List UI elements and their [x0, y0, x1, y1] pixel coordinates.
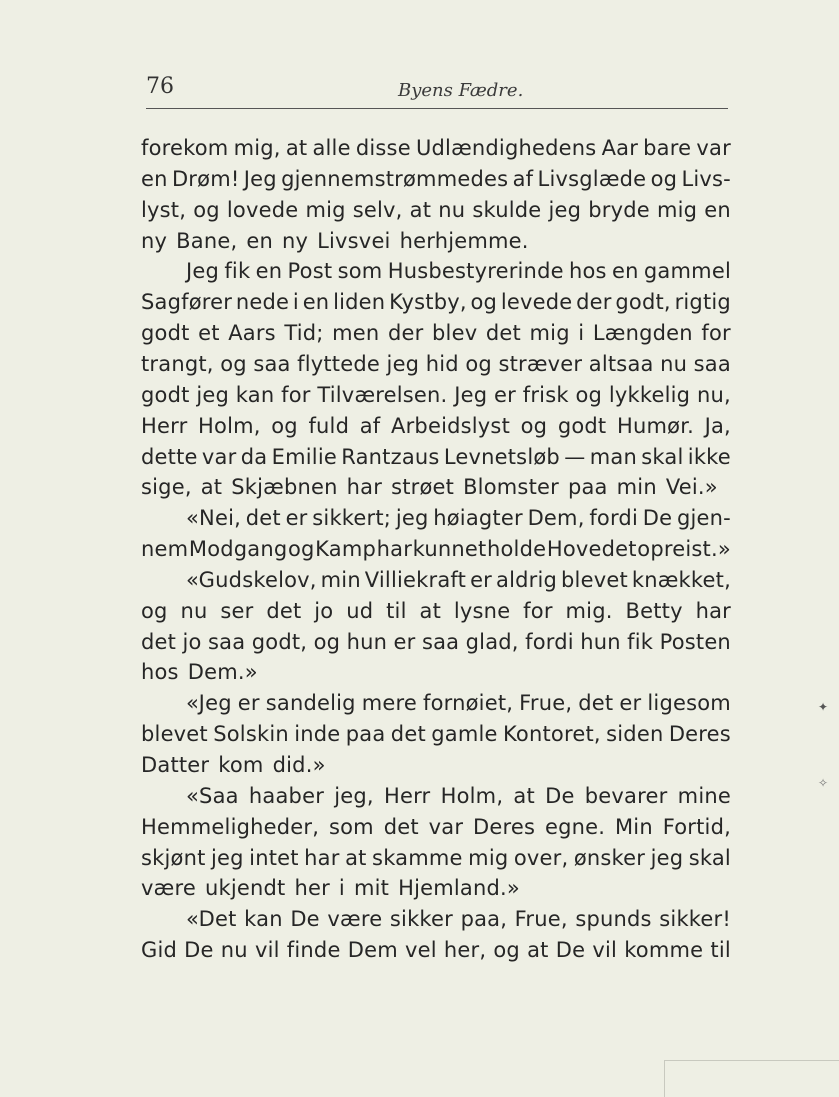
- word: Vei.»: [665, 475, 718, 499]
- word: intet: [249, 846, 299, 870]
- word: nu: [220, 938, 248, 962]
- word: De: [545, 784, 575, 808]
- word: mig: [305, 198, 346, 222]
- word: jo: [314, 599, 334, 623]
- word: Modgang: [188, 537, 288, 561]
- word: Hjemland.»: [398, 876, 520, 900]
- word: Gid: [141, 938, 178, 962]
- word: at: [345, 846, 367, 870]
- word: frisk: [522, 383, 569, 407]
- word: Aar: [601, 136, 639, 160]
- word: det: [390, 722, 426, 746]
- word: «Gudskelov,: [186, 568, 317, 592]
- word: Holm,: [198, 414, 261, 438]
- page-header: [0, 0, 839, 120]
- word: godt: [557, 414, 607, 438]
- text-line: [141, 534, 731, 564]
- word: hos: [569, 259, 607, 283]
- word: Hovedet: [546, 537, 637, 561]
- word: Datter: [141, 753, 210, 777]
- word: var: [696, 136, 731, 160]
- word: er: [285, 506, 308, 530]
- text-line: [141, 627, 731, 657]
- word: lovede: [226, 198, 299, 222]
- word: fordi: [589, 506, 638, 530]
- word: det: [485, 321, 521, 345]
- word: og: [520, 414, 548, 438]
- word: som: [337, 259, 383, 283]
- word: godt,: [615, 290, 671, 314]
- word: hid: [425, 352, 459, 376]
- word: Frue,: [519, 691, 573, 715]
- word: strøet: [391, 475, 455, 499]
- word: være: [141, 876, 196, 900]
- word: man: [589, 445, 637, 469]
- word: opreist.»: [637, 537, 731, 561]
- word: skjønt: [141, 846, 206, 870]
- word: Tilværelsen.: [317, 383, 448, 407]
- word: at: [200, 475, 223, 499]
- word: vil: [592, 938, 618, 962]
- word: Jeg: [186, 259, 220, 283]
- word: Rantzaus: [341, 445, 440, 469]
- text-line: [141, 226, 529, 256]
- word: godt: [141, 383, 190, 407]
- word: Herr: [383, 784, 431, 808]
- word: mig: [529, 321, 570, 345]
- text-line: [141, 503, 731, 533]
- word: fuld: [308, 414, 350, 438]
- word: gjen-: [676, 506, 731, 530]
- word: en: [704, 198, 731, 222]
- word: bare: [643, 136, 692, 160]
- word: Holm,: [440, 784, 504, 808]
- word: for: [281, 383, 311, 407]
- word: kom: [218, 753, 264, 777]
- word: Arbeidslyst: [391, 414, 511, 438]
- word: i: [292, 290, 299, 314]
- word: jeg: [196, 383, 229, 407]
- word: altsaa: [588, 352, 654, 376]
- text-line: [141, 565, 731, 595]
- word: lysne: [453, 599, 511, 623]
- word: Villiekraft: [364, 568, 467, 592]
- word: selv,: [352, 198, 403, 222]
- word: ny: [281, 229, 309, 253]
- word: mig,: [233, 136, 281, 160]
- word: Længden: [592, 321, 693, 345]
- word: det: [266, 599, 302, 623]
- word: for: [701, 321, 731, 345]
- word: De: [555, 938, 586, 962]
- word: og: [271, 414, 298, 438]
- word: og: [470, 290, 498, 314]
- word: og: [650, 167, 678, 191]
- word: Dem,: [527, 506, 585, 530]
- word: her: [294, 876, 330, 900]
- word: over,: [513, 846, 569, 870]
- word: ikke: [687, 445, 731, 469]
- word: vel: [404, 938, 437, 962]
- word: er: [619, 691, 642, 715]
- word: hos: [141, 660, 179, 684]
- word: Kamp: [315, 537, 377, 561]
- word: saa: [421, 630, 460, 654]
- word: Drøm!: [171, 167, 240, 191]
- word: Livsglæde: [537, 167, 647, 191]
- word: jeg,: [334, 784, 374, 808]
- word: ligesom: [647, 691, 731, 715]
- word: og: [493, 938, 520, 962]
- text-line: [141, 781, 731, 811]
- word: det: [245, 506, 281, 530]
- word: en: [246, 229, 273, 253]
- text-line: [141, 873, 520, 903]
- word: fornøiet,: [423, 691, 514, 715]
- word: gammel: [643, 259, 731, 283]
- text-line: [141, 195, 731, 225]
- word: Sagfører: [141, 290, 233, 314]
- word: vil: [254, 938, 280, 962]
- word: did.»: [272, 753, 326, 777]
- word: en: [611, 259, 639, 283]
- word: glad,: [465, 630, 519, 654]
- word: fik: [224, 259, 251, 283]
- margin-mark: ✧: [818, 776, 829, 790]
- word: en: [141, 167, 168, 191]
- text-line: [141, 657, 258, 687]
- word: blevet: [141, 722, 208, 746]
- text-line: [141, 411, 731, 441]
- word: ukjendt: [204, 876, 286, 900]
- word: til: [710, 938, 731, 962]
- word: blev: [432, 321, 478, 345]
- word: ønsker: [573, 846, 646, 870]
- word: Dem.»: [187, 660, 258, 684]
- word: De: [184, 938, 214, 962]
- word: Ja,: [704, 414, 731, 438]
- word: er: [494, 383, 516, 407]
- word: blevet: [561, 568, 628, 592]
- text-line: [141, 688, 731, 718]
- word: mine: [677, 784, 731, 808]
- word: er: [393, 630, 416, 654]
- word: i: [578, 321, 585, 345]
- word: De: [290, 907, 320, 931]
- word: Jeg: [454, 383, 488, 407]
- text-line: [141, 287, 731, 317]
- word: af: [359, 414, 381, 438]
- text-line: [141, 472, 718, 502]
- word: Deres: [668, 722, 731, 746]
- word: Betty: [625, 599, 683, 623]
- word: stræver: [498, 352, 583, 376]
- word: lyst,: [141, 198, 187, 222]
- word: jeg: [548, 198, 582, 222]
- word: her,: [443, 938, 487, 962]
- word: mig: [468, 846, 509, 870]
- word: skulde: [472, 198, 542, 222]
- word: Frue,: [514, 907, 568, 931]
- text-line: [141, 843, 731, 873]
- word: «Det: [186, 907, 237, 931]
- word: paa: [345, 722, 386, 746]
- word: godt,: [251, 630, 308, 654]
- word: et: [198, 321, 220, 345]
- word: levede: [500, 290, 573, 314]
- word: og: [141, 599, 168, 623]
- word: er: [237, 691, 260, 715]
- word: der: [387, 321, 424, 345]
- word: fik: [627, 630, 654, 654]
- word: ud: [346, 599, 374, 623]
- word: for: [523, 599, 553, 623]
- margin-mark: ✦: [818, 700, 829, 714]
- word: Herr: [141, 414, 188, 438]
- word: saa: [693, 352, 731, 376]
- word: paa,: [460, 907, 508, 931]
- word: jeg: [211, 846, 244, 870]
- text-line: [141, 256, 731, 286]
- word: Jeg: [243, 167, 277, 191]
- text-line: [141, 442, 731, 472]
- word: nu,: [696, 383, 731, 407]
- word: Udlændighedens: [415, 136, 597, 160]
- word: men: [332, 321, 380, 345]
- word: mig: [656, 198, 698, 222]
- word: har: [346, 475, 383, 499]
- text-line: [141, 719, 731, 749]
- word: Levnetsløb: [443, 445, 560, 469]
- word: af: [512, 167, 534, 191]
- word: holde: [487, 537, 547, 561]
- word: Livsvei: [317, 229, 391, 253]
- text-line: [141, 750, 326, 780]
- word: alle: [312, 136, 351, 160]
- page-edge-artifact: [664, 1060, 839, 1097]
- word: nu: [180, 599, 208, 623]
- word: og: [288, 537, 315, 561]
- word: og: [575, 383, 603, 407]
- word: hun: [580, 630, 621, 654]
- word: jeg: [650, 846, 684, 870]
- header-rule: [146, 108, 728, 109]
- word: det: [383, 815, 419, 839]
- word: bryde: [588, 198, 650, 222]
- word: rigtig: [674, 290, 731, 314]
- word: at: [513, 784, 535, 808]
- word: Livs-: [681, 167, 731, 191]
- word: Humør.: [616, 414, 694, 438]
- word: liden: [333, 290, 386, 314]
- word: jeg: [386, 352, 420, 376]
- text-line: [141, 904, 731, 934]
- word: kan: [235, 383, 275, 407]
- word: Dem: [347, 938, 398, 962]
- word: lykkelig: [608, 383, 691, 407]
- word: være: [327, 907, 383, 931]
- word: Blomster: [463, 475, 559, 499]
- word: «Saa: [186, 784, 239, 808]
- text-line: [141, 164, 731, 194]
- word: i: [338, 876, 345, 900]
- running-head: Byens Fædre.: [398, 80, 524, 101]
- word: det: [141, 630, 177, 654]
- word: var: [428, 815, 464, 839]
- word: inde: [294, 722, 341, 746]
- word: jeg: [395, 506, 429, 530]
- word: at: [527, 938, 549, 962]
- text-line: [141, 935, 731, 965]
- word: Posten: [659, 630, 731, 654]
- word: forekom: [141, 136, 229, 160]
- word: og: [220, 352, 247, 376]
- word: —: [564, 445, 586, 469]
- word: Husbestyrerinde: [387, 259, 564, 283]
- word: har: [376, 537, 413, 561]
- word: da: [240, 445, 268, 469]
- word: Tid;: [284, 321, 324, 345]
- word: at: [409, 198, 432, 222]
- word: skal: [641, 445, 684, 469]
- text-line: [141, 133, 731, 163]
- word: har: [695, 599, 731, 623]
- word: De: [642, 506, 673, 530]
- word: saa: [253, 352, 291, 376]
- word: skal: [688, 846, 731, 870]
- word: Bane,: [176, 229, 238, 253]
- word: aldrig: [496, 568, 558, 592]
- word: har: [304, 846, 340, 870]
- word: Post: [287, 259, 333, 283]
- word: bevarer: [584, 784, 668, 808]
- word: fordi: [525, 630, 574, 654]
- word: nu: [660, 352, 688, 376]
- word: nede: [235, 290, 290, 314]
- word: komme: [624, 938, 704, 962]
- word: ser: [220, 599, 254, 623]
- word: er: [470, 568, 493, 592]
- word: «Jeg: [186, 691, 232, 715]
- text-line: [141, 318, 731, 348]
- word: en: [302, 290, 330, 314]
- word: nu: [438, 198, 466, 222]
- word: dette: [141, 445, 198, 469]
- word: siden: [606, 722, 664, 746]
- word: sikker!: [659, 907, 731, 931]
- word: sandelig: [265, 691, 356, 715]
- word: kan: [244, 907, 283, 931]
- word: godt: [141, 321, 190, 345]
- word: Kystby,: [389, 290, 467, 314]
- word: gamle: [431, 722, 498, 746]
- word: kunnet: [412, 537, 487, 561]
- word: saa: [208, 630, 246, 654]
- word: Solskin: [213, 722, 289, 746]
- word: Hemmeligheder,: [141, 815, 320, 839]
- word: til: [386, 599, 407, 623]
- word: haaber: [248, 784, 325, 808]
- page-number: 76: [146, 74, 174, 99]
- word: at: [419, 599, 442, 623]
- word: og: [193, 198, 220, 222]
- text-line: [141, 812, 731, 842]
- word: ny: [141, 229, 168, 253]
- word: trangt,: [141, 352, 214, 376]
- word: skamme: [372, 846, 463, 870]
- word: og: [465, 352, 492, 376]
- word: Deres: [473, 815, 536, 839]
- word: at: [285, 136, 308, 160]
- word: der: [576, 290, 612, 314]
- word: og: [313, 630, 341, 654]
- word: Aars: [228, 321, 276, 345]
- text-line: [141, 380, 731, 410]
- word: det: [578, 691, 614, 715]
- word: gjennemstrømmedes: [281, 167, 509, 191]
- word: Emilie: [271, 445, 337, 469]
- word: hun: [346, 630, 388, 654]
- text-line: [141, 596, 731, 626]
- word: finde: [286, 938, 341, 962]
- word: «Nei,: [186, 506, 241, 530]
- word: sikker: [389, 907, 453, 931]
- word: min: [320, 568, 361, 592]
- word: disse: [355, 136, 411, 160]
- word: sige,: [141, 475, 192, 499]
- word: som: [328, 815, 374, 839]
- word: herhjemme.: [399, 229, 529, 253]
- word: sikkert;: [312, 506, 392, 530]
- word: egne.: [544, 815, 606, 839]
- word: spunds: [575, 907, 652, 931]
- word: mig.: [565, 599, 613, 623]
- word: nem: [141, 537, 189, 561]
- word: mere: [361, 691, 417, 715]
- word: paa: [567, 475, 608, 499]
- word: høiagter: [433, 506, 523, 530]
- word: min: [616, 475, 657, 499]
- text-line: [141, 349, 731, 379]
- word: Fortid,: [662, 815, 731, 839]
- word: mit: [353, 876, 390, 900]
- word: Skjæbnen: [231, 475, 338, 499]
- word: Kontoret,: [503, 722, 601, 746]
- word: jo: [182, 630, 202, 654]
- word: flyttede: [297, 352, 381, 376]
- word: var: [201, 445, 237, 469]
- word: Min: [614, 815, 653, 839]
- word: en: [255, 259, 283, 283]
- word: knækket,: [631, 568, 731, 592]
